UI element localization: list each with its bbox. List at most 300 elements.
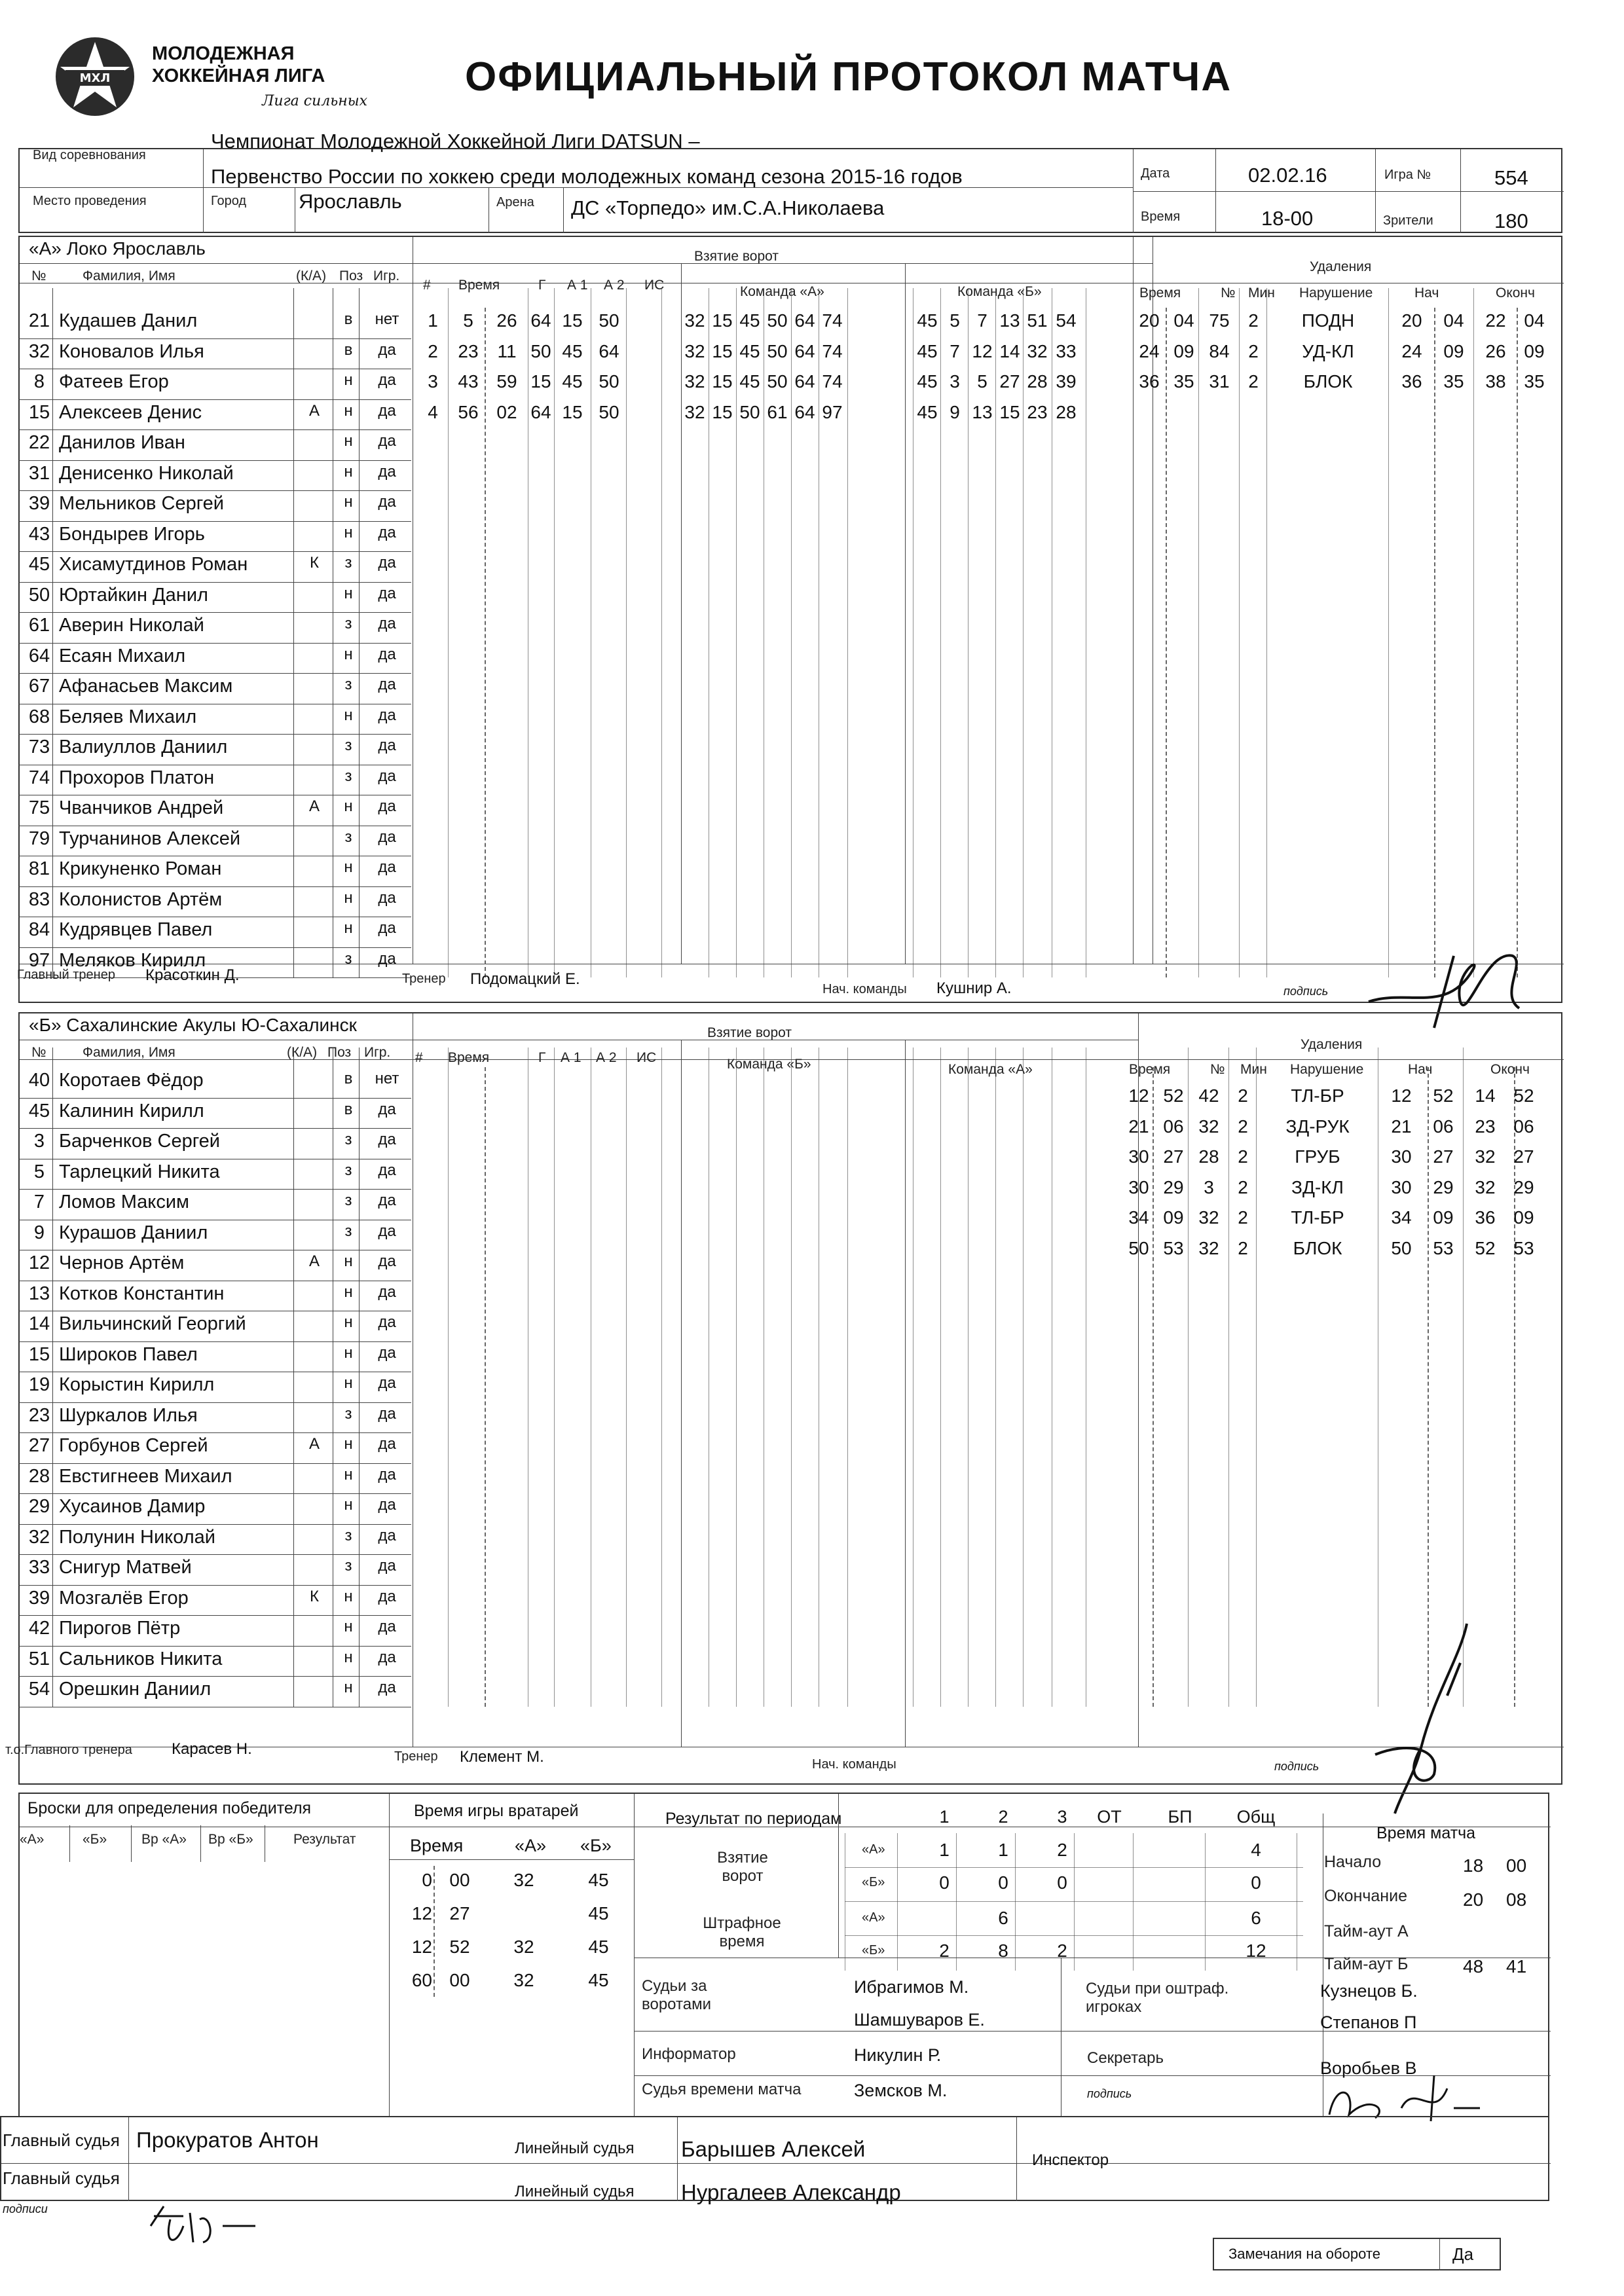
on-ice-a: 97 [822,401,843,422]
col-num-a: № [31,268,46,283]
col-preason-a: Нарушение [1299,285,1373,301]
row-line [18,1189,411,1190]
col-gnum-a: # [423,278,431,293]
on-ice-a: 64 [794,310,815,331]
on-ice-b: 23 [1027,401,1048,422]
player-pos: н [344,645,353,663]
player-name: Широков Павел [59,1343,198,1365]
penalty-num: 32 [1198,1207,1219,1228]
col-gg-b: Г [538,1050,546,1065]
player-played: да [378,584,396,602]
goal-mm: 23 [458,340,479,361]
player-name: Ломов Максим [59,1192,189,1212]
timeout-b-s: 41 [1506,1956,1527,1977]
player-ka: К [310,554,319,572]
penalty-num: 32 [1198,1116,1219,1137]
grid-col [661,1048,662,1707]
row-line [18,1554,411,1555]
player-played: нет [375,310,399,328]
penalty-ss: 09 [1163,1207,1184,1228]
player-name: Калинин Кирилл [59,1100,204,1121]
period-col: 3 [1057,1807,1067,1827]
player-n: 28 [28,1465,50,1487]
officials-sign-label: подпись [1087,2087,1132,2100]
on-ice-a: 32 [684,371,705,392]
player-name: Сальников Никита [59,1648,223,1669]
penalty-judges-label: Судьи при оштраф. игроках [1086,1980,1229,2016]
period-value: 1 [939,1840,950,1860]
player-played: да [378,919,396,937]
period-col: БП [1168,1807,1192,1827]
player-pos: з [344,1192,352,1209]
player-played: да [378,615,396,632]
goal-a1: 45 [562,340,583,361]
player-name: Кудрявцев Павел [59,919,213,940]
player-pos: з [344,1131,352,1148]
player-n: 13 [28,1283,50,1304]
penalty-mm: 20 [1139,310,1160,331]
player-played: да [378,1618,396,1635]
period-value: 0 [1057,1872,1067,1893]
on-ice-b: 39 [1056,371,1077,392]
row-line [18,1646,411,1647]
city-value: Ярославль [299,190,402,213]
goalie-mm: 60 [411,1970,432,1990]
penalty-reason: ЗД-РУК [1285,1116,1350,1137]
row-line [18,673,411,674]
penalty-ss: 27 [1163,1146,1184,1167]
goal-g: 15 [530,371,551,392]
on-ice-b: 5 [950,310,960,331]
timekeeper-value: Земсков М. [854,2081,948,2100]
player-name: Валиуллов Даниил [59,737,228,757]
period-value: 2 [1057,1941,1067,1961]
player-played: да [378,888,396,907]
player-name: Пирогов Пётр [59,1618,181,1639]
period-col: Общ [1236,1807,1276,1827]
time-divider [485,308,486,977]
goal-n: 3 [428,371,438,392]
goal-a1: 15 [562,310,583,331]
penalty-s2: 27 [1433,1146,1454,1167]
on-ice-b: 27 [999,371,1020,392]
goal-a2: 50 [599,371,619,392]
goalie-b: 45 [588,1970,609,1990]
periods-goals-label: Взятие ворот [717,1849,768,1885]
on-ice-b: 9 [950,401,960,422]
penalty-mm: 34 [1128,1207,1149,1228]
goalie-col: Время [410,1836,464,1855]
player-pos: в [344,340,353,359]
goal-n: 2 [428,340,438,361]
col-name-b: Фамилия, Имя [83,1045,175,1060]
player-played: да [378,462,396,481]
penalty-e1: 38 [1485,371,1506,392]
row-line [18,1432,411,1433]
player-played: да [378,1648,396,1666]
on-ice-a: 45 [739,310,760,331]
penalty-reason: ПОДН [1301,310,1355,331]
team-b-sign-label: подпись [1274,1760,1320,1773]
match-start-m: 00 [1506,1855,1527,1876]
period-col-line [897,1833,898,1971]
period-team-label: «А» [862,1910,885,1925]
goal-a1: 15 [562,401,583,422]
player-n: 32 [28,340,50,362]
period-col-line [1205,1833,1206,1971]
player-n: 39 [28,1587,50,1609]
player-name: Хусаинов Дамир [59,1496,206,1517]
team-a-head-coach: Красоткин Д. [145,966,240,984]
col-gis-a: ИС [644,278,665,293]
secretary-value: Воробьев В [1320,2058,1417,2078]
row-line [18,886,411,887]
goalie-a: 32 [513,1937,534,1957]
col-ga2-a: А 2 [604,278,625,293]
penalty-s1: 30 [1391,1176,1412,1197]
col-gtime-a: Время [458,278,500,293]
player-pos: н [344,493,353,511]
player-played: да [378,1161,396,1179]
on-ice-a: 50 [767,340,788,361]
on-ice-a: 74 [822,340,843,361]
player-played: да [378,401,396,420]
player-name: Алексеев Денис [59,401,202,423]
col-played-b: Игр. [364,1045,391,1060]
penalty-reason: УД-КЛ [1302,340,1354,361]
player-n: 32 [28,1526,50,1548]
player-pos: н [344,888,353,907]
inspector-label: Инспектор [1032,2151,1109,2169]
penalty-e2: 04 [1524,310,1545,331]
player-played: да [378,767,396,785]
shootout-col: «Б» [83,1832,107,1847]
player-played: да [378,1496,396,1514]
on-ice-b: 7 [950,340,960,361]
on-ice-a: 45 [739,340,760,361]
on-ice-b: 13 [972,401,993,422]
game-label: Игра № [1384,168,1431,182]
player-played: да [378,1404,396,1423]
on-ice-a: 61 [767,401,788,422]
penalty-e1: 26 [1485,340,1506,361]
match-start-label: Начало [1324,1853,1382,1871]
signatures-label: подписи [3,2202,48,2215]
player-name: Горбунов Сергей [59,1435,208,1456]
penalty-s1: 24 [1401,340,1422,361]
col-gis-b: ИС [637,1050,657,1065]
player-name: Крикуненко Роман [59,858,222,879]
shootout-col: «А» [20,1832,45,1847]
period-value: 6 [1251,1908,1261,1928]
penalty-s2: 35 [1443,371,1464,392]
player-name: Чванчиков Андрей [59,797,224,818]
player-pos: в [344,1070,353,1087]
player-name: Орешкин Даниил [59,1679,212,1700]
player-n: 61 [28,615,50,636]
player-played: да [378,1313,396,1331]
period-row-line [845,1901,1303,1902]
player-pos: н [344,1618,353,1635]
row-line [18,1615,411,1616]
penalty-e2: 29 [1513,1176,1534,1197]
shootout-col-line [69,1825,70,1862]
grid-col [661,288,662,977]
player-played: да [378,493,396,511]
player-name: Колонистов Артём [59,888,223,910]
secretary-label: Секретарь [1087,2049,1164,2067]
player-n: 33 [28,1557,50,1578]
col-preason-b: Нарушение [1290,1062,1364,1077]
team-b-title: «Б» Сахалинские Акулы Ю-Сахалинск [29,1015,357,1035]
on-ice-b: 51 [1027,310,1048,331]
on-ice-b: 7 [977,310,987,331]
col-team-a-a: Команда «А» [740,284,824,299]
timeout-b-label: Тайм-аут Б [1324,1955,1409,1973]
player-played: да [378,432,396,450]
on-ice-a: 15 [712,340,733,361]
goalies-title: Время игры вратарей [414,1802,579,1820]
player-name: Беляев Михаил [59,706,197,727]
on-ice-a: 32 [684,340,705,361]
player-n: 15 [28,401,50,423]
goalie-b: 45 [588,1870,609,1890]
goals-header-a: Взятие ворот [694,249,779,264]
penalty-reason: БЛОК [1293,1237,1342,1258]
penalty-s1: 34 [1391,1207,1412,1228]
penalty-e2: 09 [1524,340,1545,361]
player-n: 73 [28,737,50,757]
player-pos: з [344,1161,352,1179]
on-ice-b: 45 [917,340,938,361]
player-pos: н [344,401,353,420]
player-name: Мельников Сергей [59,493,224,514]
penalties-header-a: Удаления [1310,259,1372,274]
goalie-ss: 00 [449,1970,470,1990]
pen-col [1188,1048,1189,1707]
player-played: да [378,523,396,541]
player-pos: н [344,1313,353,1331]
pen-col [1239,288,1240,977]
row-line [18,1463,411,1464]
competition-line1: Чемпионат Молодежной Хоккейной Лиги DATSUN – [211,130,700,153]
row-line [18,1493,411,1494]
player-played: да [378,1557,396,1575]
row-line [18,1524,411,1525]
col-gnum-b: # [415,1050,423,1065]
row-line [18,582,411,583]
linesman-label-1: Линейный судья [515,2140,635,2157]
player-played: да [378,828,396,846]
period-col-line [1074,1833,1075,1971]
pen-col [1198,288,1199,977]
player-n: 7 [33,1192,45,1212]
player-pos: н [344,1374,353,1392]
col-line [359,1048,360,1707]
penalty-num: 32 [1198,1237,1219,1258]
team-b-coach-label: Тренер [394,1749,438,1764]
col-ga2-b: А 2 [596,1050,617,1065]
penalty-min: 2 [1248,340,1259,361]
player-n: 5 [33,1161,45,1182]
player-name: Корыстин Кирилл [59,1374,215,1395]
penalty-e1: 32 [1475,1176,1496,1197]
goalie-mm: 12 [411,1903,432,1923]
player-n: 68 [28,706,50,727]
col-pos-b: Поз [327,1045,352,1060]
informer-label: Информатор [642,2045,736,2063]
penalty-mm: 30 [1128,1146,1149,1167]
penalty-s2: 04 [1443,310,1464,331]
goalie-time-divider [434,1866,435,1997]
player-pos: н [344,706,353,724]
player-played: да [378,737,396,754]
on-ice-b: 28 [1056,401,1077,422]
col-num-b: № [31,1045,46,1060]
player-played: да [378,1283,396,1301]
team-b-chief-label: Нач. команды [812,1757,896,1772]
player-pos: н [344,523,353,541]
player-name: Прохоров Платон [59,767,215,788]
row-line [18,1341,411,1342]
player-n: 29 [28,1496,50,1517]
col-line [52,288,53,977]
pen-end-divider [1517,308,1518,977]
on-ice-b: 5 [977,371,987,392]
player-n: 75 [28,797,50,818]
player-name: Тарлецкий Никита [59,1161,220,1182]
match-time-title: Время матча [1376,1824,1476,1842]
team-b-head-coach: Карасев Н. [172,1740,252,1758]
penalty-s2: 09 [1433,1207,1454,1228]
on-ice-a: 64 [794,401,815,422]
on-ice-a: 32 [684,310,705,331]
goal-ss: 26 [496,310,517,331]
player-pos: в [344,1100,353,1118]
col-ga1-b: А 1 [561,1050,581,1065]
pen-col [1256,1048,1257,1707]
player-n: 8 [33,371,45,392]
period-value: 0 [1251,1872,1261,1893]
player-n: 50 [28,584,50,606]
player-played: да [378,1100,396,1118]
col-pend-a: Оконч [1496,285,1535,301]
league-name-line2: ХОККЕЙНАЯ ЛИГА [152,65,325,86]
penalty-s1: 50 [1391,1237,1412,1258]
period-team-label: «Б» [862,1943,885,1958]
player-played: да [378,1131,396,1148]
grid-col [995,1048,996,1707]
player-ka: А [308,797,320,815]
grid-col [554,1048,555,1707]
competition-label: Вид соревнования [33,148,146,162]
player-ka: А [308,1252,320,1270]
player-pos: н [344,432,353,450]
league-script: Лига сильных [262,93,368,109]
date-label: Дата [1141,166,1170,181]
arena-label: Арена [496,195,534,210]
penalty-ss: 35 [1173,371,1194,392]
on-ice-b: 12 [972,340,993,361]
shootout-col: Вр «А» [141,1832,187,1847]
player-n: 54 [28,1679,50,1700]
match-end-h: 20 [1463,1889,1484,1910]
col-line [52,1048,53,1707]
col-ptime-a: Время [1139,285,1181,301]
match-end-label: Окончание [1324,1887,1407,1905]
player-pos: з [344,1557,352,1575]
team-a-chief: Кушнир А. [936,979,1012,997]
goal-ss: 11 [497,340,517,361]
penalty-reason: ТЛ-БР [1291,1085,1344,1106]
penalty-reason: ЗД-КЛ [1291,1176,1344,1197]
player-n: 9 [33,1222,45,1243]
player-name: Меляков Кирилл [59,949,206,971]
on-ice-a: 15 [712,401,733,422]
penalty-e2: 06 [1513,1116,1534,1137]
player-played: да [378,797,396,815]
penalty-s2: 29 [1433,1176,1454,1197]
player-played: да [378,1374,396,1392]
player-n: 39 [28,493,50,514]
league-logo [46,34,144,119]
period-row-line [845,1867,1303,1868]
col-pstart-a: Нач [1414,285,1439,301]
period-col: 1 [939,1807,950,1827]
goal-judge-1: Ибрагимов М. [854,1977,969,1997]
referee-signature [138,2200,268,2252]
penalty-s1: 21 [1391,1116,1412,1137]
timekeeper-label: Судья времени матча [642,2081,802,2098]
on-ice-a: 32 [684,401,705,422]
row-line [18,399,411,400]
player-name: Чернов Артём [59,1252,185,1273]
period-team-label: «А» [862,1842,885,1857]
pen-col [1388,288,1389,977]
player-name: Аверин Николай [59,615,204,636]
penalty-reason: ТЛ-БР [1291,1207,1344,1228]
player-n: 27 [28,1435,50,1456]
period-value: 2 [1057,1840,1067,1860]
player-ka: К [310,1587,319,1605]
player-played: да [378,1587,396,1605]
remarks-label: Замечания на обороте [1228,2246,1380,2262]
player-pos: в [344,310,353,328]
goal-n: 1 [428,310,438,331]
player-n: 19 [28,1374,50,1395]
player-ka: А [308,401,320,420]
player-n: 31 [28,462,50,484]
penalty-num: 84 [1209,340,1230,361]
col-team-a-b: Команда «А» [948,1062,1033,1077]
period-value: 1 [998,1840,1008,1860]
player-pos: н [344,858,353,876]
player-name: Бондырев Игорь [59,523,205,545]
grid-col [940,1048,941,1707]
penalty-mm: 30 [1128,1176,1149,1197]
penalty-e2: 09 [1513,1207,1534,1228]
row-line [18,1676,411,1677]
player-name: Полунин Николай [59,1526,215,1548]
col-gg-a: Г [538,278,546,293]
on-ice-a: 15 [712,310,733,331]
goal-mm: 5 [463,310,473,331]
pen-col [1266,288,1267,977]
col-pstart-b: Нач [1408,1062,1433,1077]
penalty-ss: 06 [1163,1116,1184,1137]
player-n: 15 [28,1343,50,1365]
team-a-chief-label: Нач. команды [822,982,907,996]
